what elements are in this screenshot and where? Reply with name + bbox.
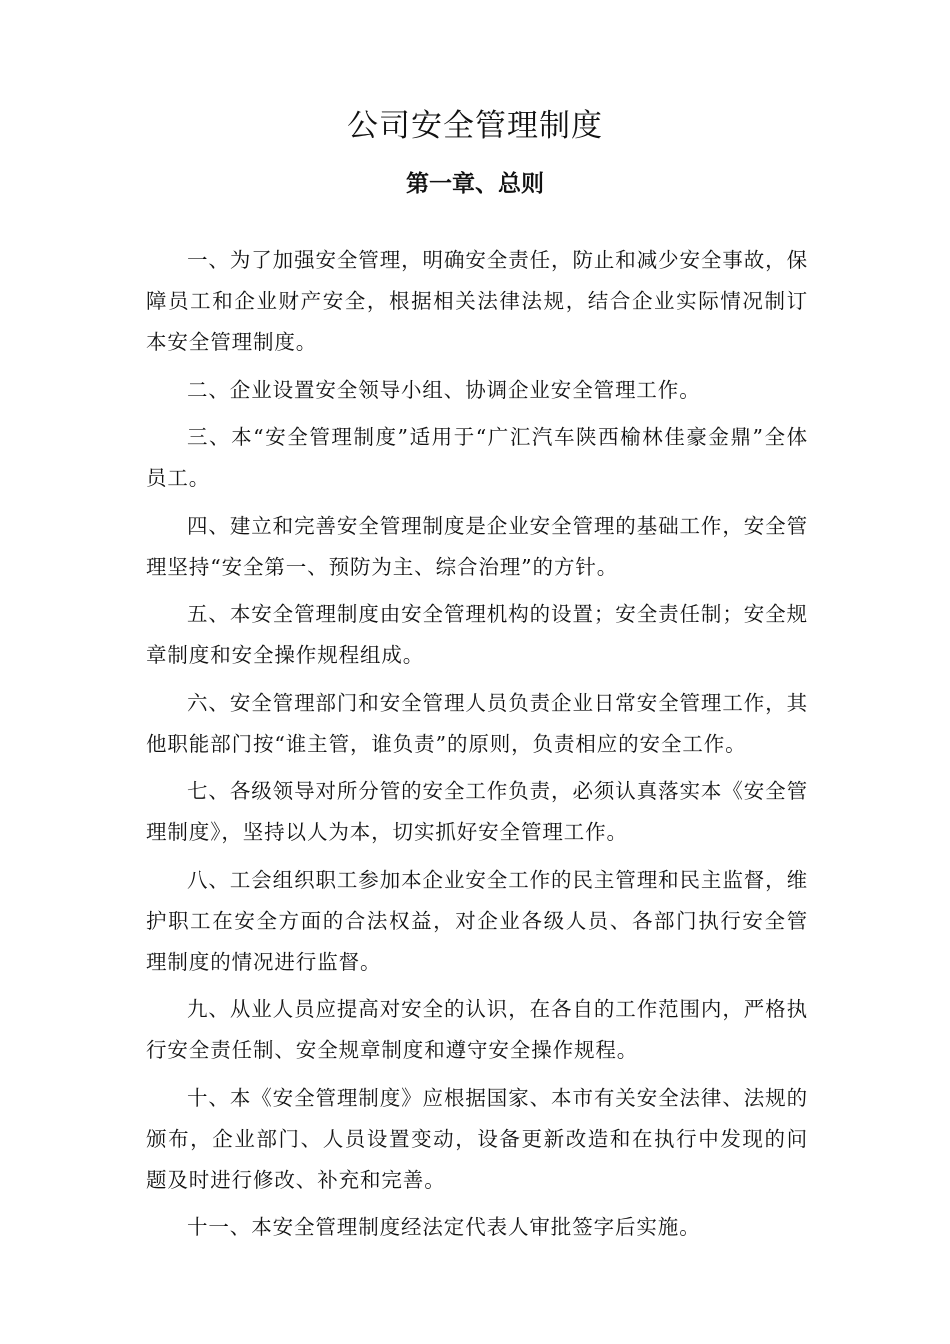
chapter-title: 第一章、总则: [406, 171, 544, 197]
paragraph-6: 六、安全管理部门和安全管理人员负责企业日常安全管理工作，其他职能部门按“谁主管，谁负责”的原则，负责相应的安全工作。: [146, 690, 808, 756]
paragraph-4: 四、建立和完善安全管理制度是企业安全管理的基础工作，安全管理坚持“安全第一、预防为主、综合治理”的方针。: [146, 513, 808, 579]
paragraph-11: 十一、本安全管理制度经法定代表人审批签字后实施。: [187, 1215, 701, 1239]
paragraph-2: 二、企业设置安全领导小组、协调企业安全管理工作。: [187, 377, 701, 402]
paragraph-3: 三、本“安全管理制度”适用于“广汇汽车陕西榆林佳豪金鼎”全体员工。: [146, 425, 808, 490]
document-body: [146, 240, 808, 1255]
paragraph-5: 五、本安全管理制度由安全管理机构的设置；安全责任制；安全规章制度和安全操作规程组成。: [146, 602, 808, 667]
paragraph-10: 十、本《安全管理制度》应根据国家、本市有关安全法律、法规的颁布，企业部门、人员设置变动，设备更新改造和在执行中发现的问题及时进行修改、补充和完善。: [146, 1085, 808, 1192]
paragraph-7: 七、各级领导对所分管的安全工作负责，必须认真落实本《安全管理制度》，坚持以人为本，切实抓好安全管理工作。: [146, 779, 808, 844]
document-title: 公司安全管理制度: [347, 108, 603, 144]
paragraph-1: 一、为了加强安全管理，明确安全责任，防止和减少安全事故，保障员工和企业财产安全，根据相关法律法规，结合企业实际情况制订本安全管理制度。: [146, 248, 808, 354]
paragraph-8: 八、工会组织职工参加本企业安全工作的民主管理和民主监督，维护职工在安全方面的合法权益，对企业各级人员、各部门执行安全管理制度的情况进行监督。: [146, 867, 808, 974]
paragraph-9: 九、从业人员应提高对安全的认识，在各自的工作范围内，严格执行安全责任制、安全规章制度和遵守安全操作规程。: [146, 997, 808, 1062]
